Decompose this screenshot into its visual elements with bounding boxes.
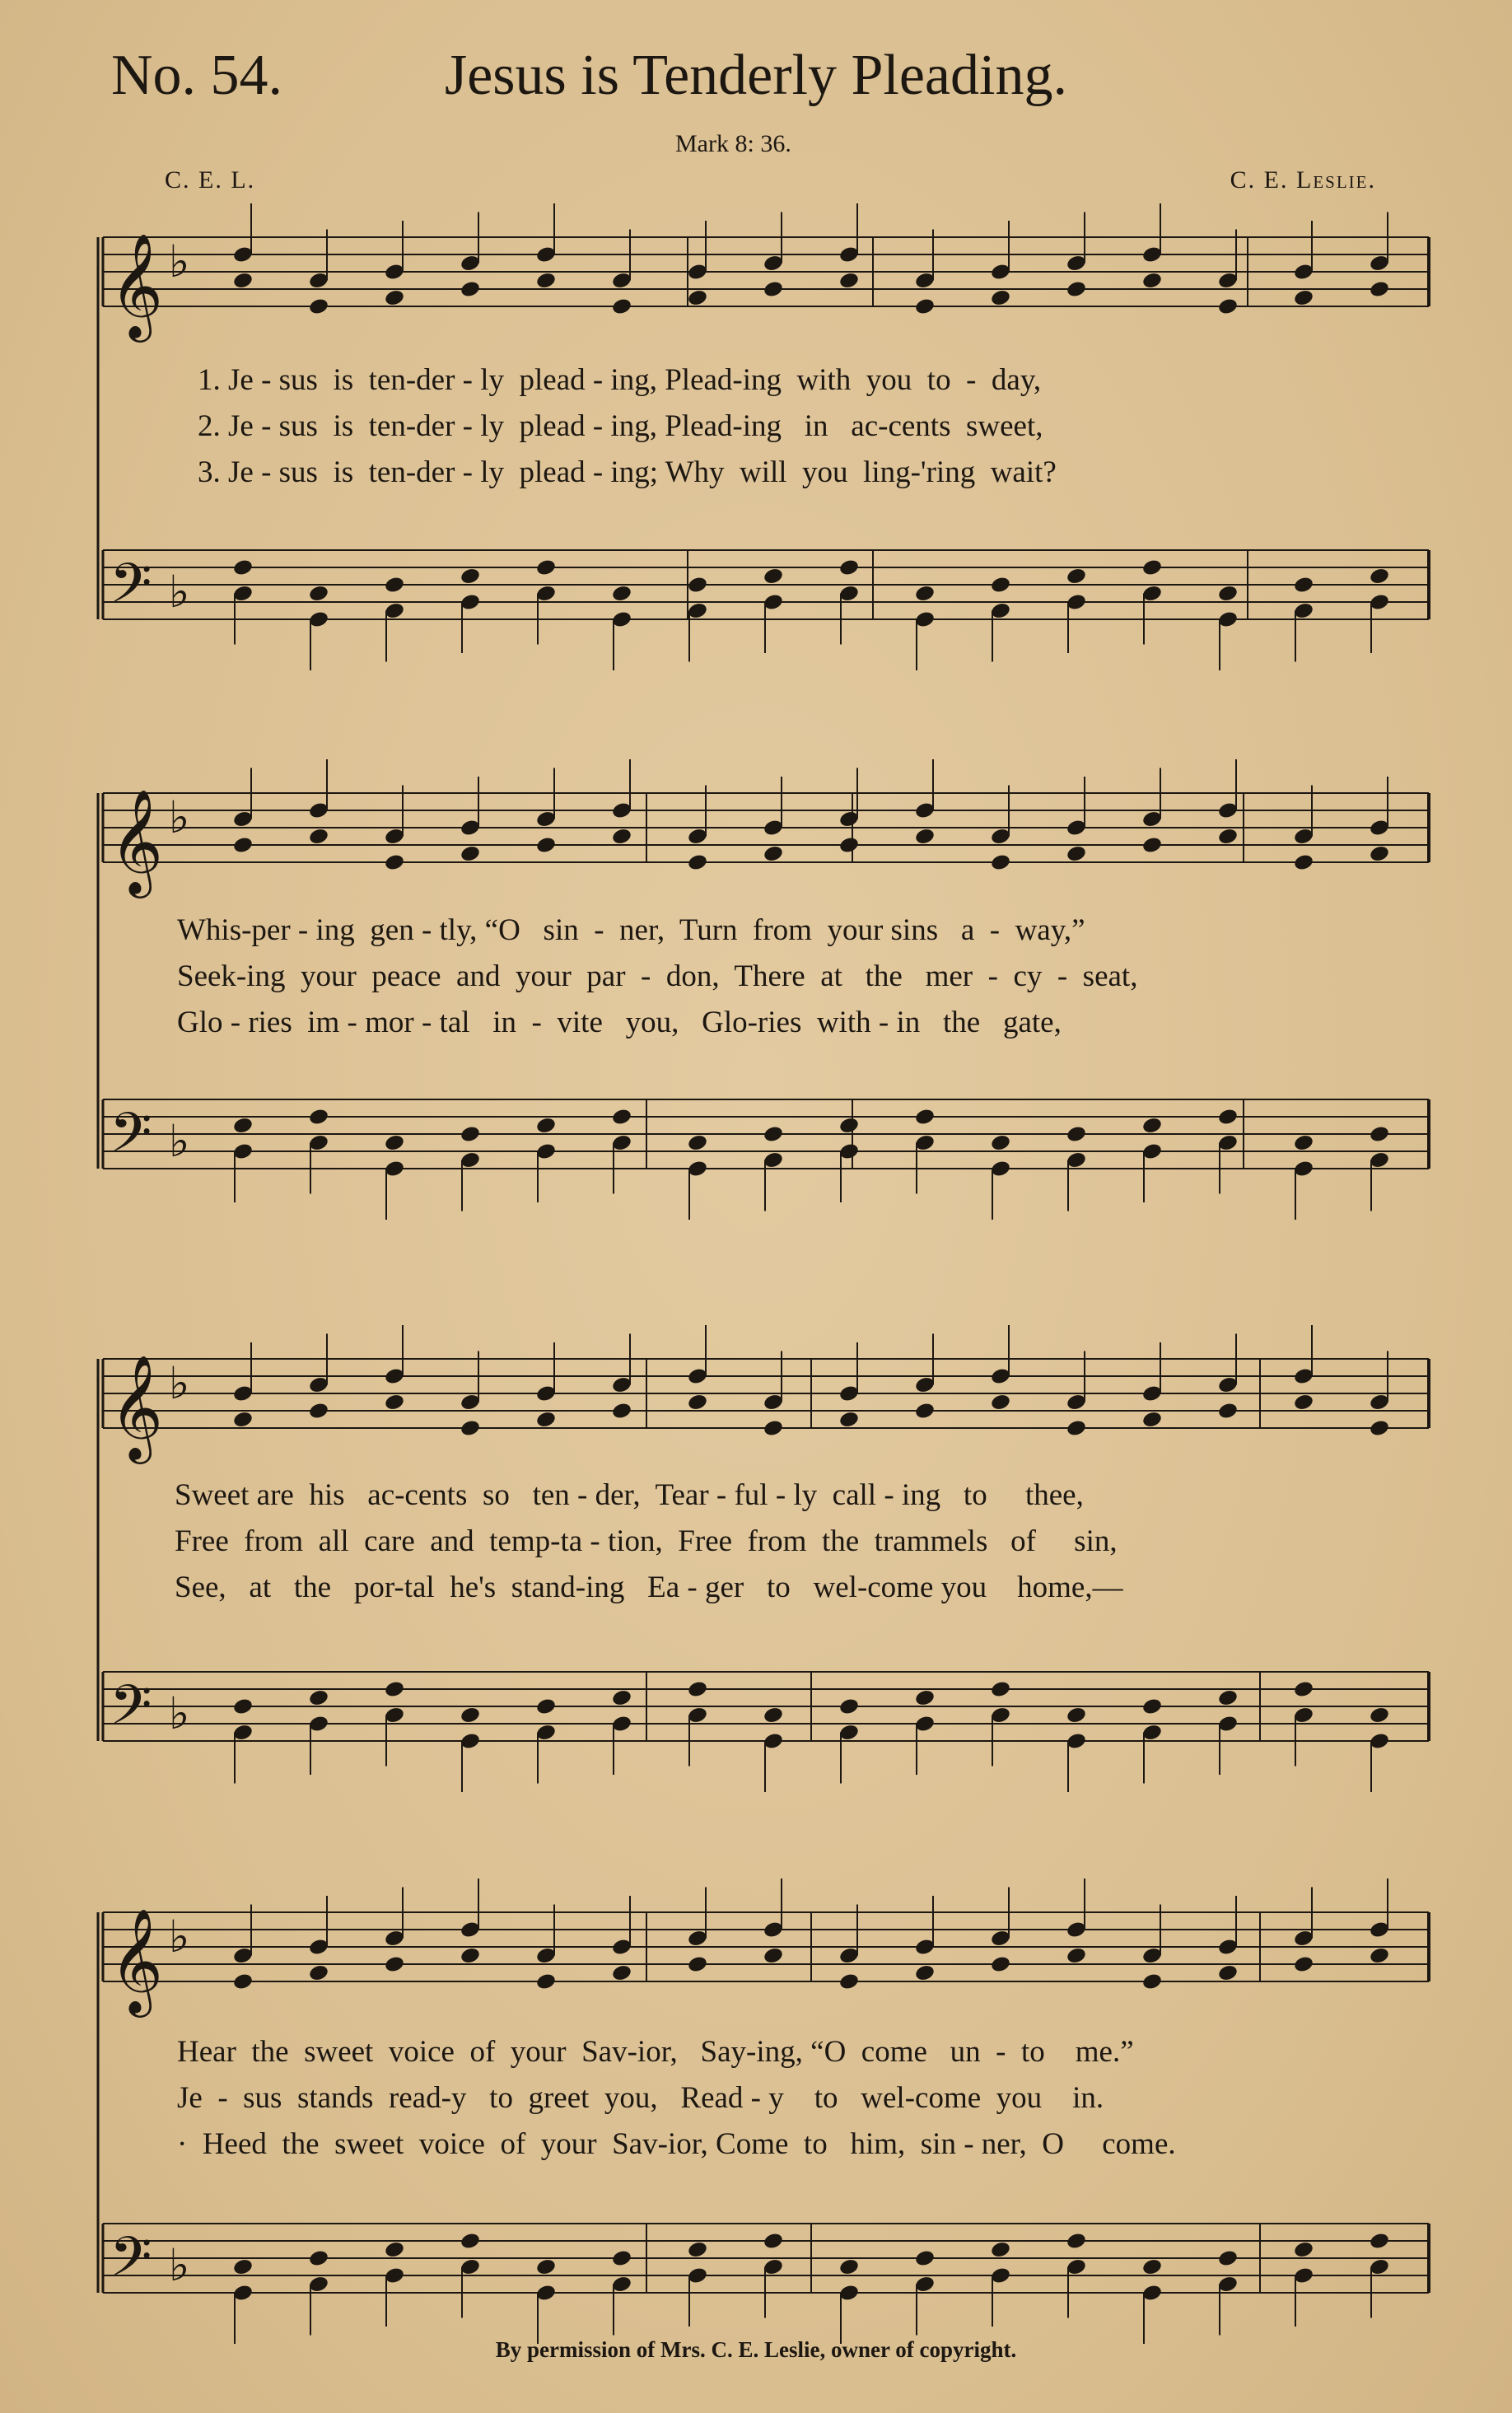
note-head (687, 853, 708, 872)
note-head (1369, 1706, 1390, 1725)
note-head (914, 584, 936, 603)
note-head (763, 844, 784, 863)
note-head (535, 836, 557, 855)
key-flat-icon: ♭ (169, 1357, 190, 1409)
note-head (308, 2249, 329, 2268)
note-head (1217, 1963, 1239, 1982)
note-head (535, 1697, 557, 1716)
note-head (460, 1946, 481, 1965)
bass-clef-icon: 𝄢 (110, 1101, 152, 1178)
lyric-line: Je - sus stands read-y to greet you, Read - y to wel-come you in. (177, 2081, 1104, 2115)
note-head (1217, 297, 1239, 316)
note-head (1293, 1133, 1314, 1152)
note-head (232, 836, 254, 855)
lyric-line: 1. Je - sus is ten-der - ly plead - ing, Plead-ing with you to - day, (198, 363, 1042, 397)
note-head (232, 558, 254, 577)
key-flat-icon: ♭ (169, 1687, 190, 1739)
note-head (460, 1125, 481, 1144)
note-head (763, 280, 784, 299)
note-head (1217, 2249, 1239, 2268)
note-head (1369, 280, 1390, 299)
note-head (535, 558, 557, 577)
note-head (687, 1133, 708, 1152)
note-head (1293, 1393, 1314, 1412)
note-head (1066, 1125, 1087, 1144)
note-head (763, 1125, 784, 1144)
note-head (763, 1946, 784, 1965)
note-head (308, 584, 329, 603)
note-head (763, 1419, 784, 1438)
note-head (1369, 2232, 1390, 2251)
note-head (1141, 2257, 1163, 2276)
lyric-line: Free from all care and temp-ta - tion, Free from the trammels of sin, (175, 1524, 1118, 1558)
lyric-line: Glo - ries im - mor - tal in - vite you, Glo-ries with - in the gate, (177, 1006, 1062, 1039)
note-head (838, 271, 860, 290)
note-head (384, 576, 405, 595)
note-head (838, 2257, 860, 2276)
bass-clef-icon: 𝄢 (110, 2225, 152, 2302)
lyric-line: Whis-per - ing gen - tly, “O sin - ner, Turn from your sins a - way,” (177, 913, 1085, 947)
key-flat-icon: ♭ (169, 236, 190, 287)
note-head (838, 1972, 860, 1991)
note-head (838, 558, 860, 577)
note-head (384, 853, 405, 872)
note-head (611, 584, 632, 603)
lyric-line: Seek-ing your peace and your par - don, There at the mer - cy - seat, (177, 959, 1138, 993)
note-head (460, 567, 481, 586)
note-head (308, 1108, 329, 1127)
note-head (990, 1393, 1011, 1412)
note-head (1369, 1419, 1390, 1438)
note-head (1141, 1697, 1163, 1716)
note-head (232, 1116, 254, 1135)
lyric-line: 3. Je - sus is ten-der - ly plead - ing; Why will you ling-'ring wait? (198, 455, 1057, 489)
note-head (1066, 567, 1087, 586)
hymn-number: No. 54. (111, 44, 283, 107)
note-head (687, 2240, 708, 2259)
note-head (1217, 584, 1239, 603)
treble-clef-icon: 𝄞 (110, 788, 164, 894)
note-head (838, 836, 860, 855)
note-head (1066, 1946, 1087, 1965)
note-head (914, 297, 936, 316)
note-head (838, 1697, 860, 1716)
note-head (535, 271, 557, 290)
note-head (1066, 1419, 1087, 1438)
note-head (1066, 2232, 1087, 2251)
note-head (1066, 1706, 1087, 1725)
note-head (1369, 1946, 1390, 1965)
note-head (384, 2240, 405, 2259)
lyric-line: See, at the por-tal he's stand-ing Ea - ger to wel-come you home,— (175, 1571, 1123, 1604)
note-head (1217, 1402, 1239, 1421)
hymn-title: Jesus is Tenderly Pleading. (445, 44, 1067, 107)
note-head (763, 1706, 784, 1725)
note-head (990, 1133, 1011, 1152)
key-flat-icon: ♭ (169, 2239, 190, 2291)
note-head (990, 576, 1011, 595)
bass-clef-icon: 𝄢 (110, 552, 152, 628)
lyric-line: · Heed the sweet voice of your Sav-ior, Come to him, sin - ner, O come. (177, 2127, 1176, 2161)
note-head (611, 1402, 632, 1421)
note-head (687, 1393, 708, 1412)
note-head (232, 2257, 254, 2276)
note-head (1293, 2240, 1314, 2259)
note-head (914, 1688, 936, 1707)
note-head (1066, 280, 1087, 299)
note-head (914, 2249, 936, 2268)
note-head (611, 1963, 632, 1982)
key-flat-icon: ♭ (169, 1115, 190, 1167)
note-head (232, 1972, 254, 1991)
note-head (308, 1963, 329, 1982)
note-head (1293, 1955, 1314, 1974)
note-head (535, 1410, 557, 1429)
note-head (460, 1419, 481, 1438)
note-head (990, 1680, 1011, 1699)
lyric-line: Sweet are his ac-cents so ten - der, Tear - ful - ly call - ing to thee, (175, 1478, 1084, 1512)
note-head (611, 1108, 632, 1127)
music-credit: C. E. Leslie. (1230, 166, 1376, 194)
note-head (1369, 567, 1390, 586)
note-head (611, 1688, 632, 1707)
note-head (687, 576, 708, 595)
note-head (1141, 271, 1163, 290)
note-head (611, 2249, 632, 2268)
note-head (384, 288, 405, 307)
note-head (460, 844, 481, 863)
key-flat-icon: ♭ (169, 1911, 190, 1963)
copyright-footer: By permission of Mrs. C. E. Leslie, owner of copyright. (495, 2337, 1017, 2362)
note-head (687, 1680, 708, 1699)
note-head (384, 1393, 405, 1412)
note-head (460, 280, 481, 299)
note-head (1293, 853, 1314, 872)
note-head (1369, 844, 1390, 863)
key-flat-icon: ♭ (169, 566, 190, 618)
note-head (914, 1402, 936, 1421)
note-head (1217, 1688, 1239, 1707)
treble-clef-icon: 𝄞 (110, 1354, 164, 1459)
note-head (1293, 576, 1314, 595)
note-head (1141, 1410, 1163, 1429)
note-head (460, 2232, 481, 2251)
note-head (1141, 1972, 1163, 1991)
scripture-reference: Mark 8: 36. (675, 130, 791, 157)
note-head (1141, 1116, 1163, 1135)
note-head (763, 2232, 784, 2251)
note-head (384, 1680, 405, 1699)
note-head (611, 827, 632, 846)
treble-clef-icon: 𝄞 (110, 232, 164, 338)
words-credit: C. E. L. (165, 166, 256, 194)
treble-clef-icon: 𝄞 (110, 1907, 164, 2013)
note-head (460, 1706, 481, 1725)
note-head (1217, 827, 1239, 846)
note-head (990, 853, 1011, 872)
note-head (308, 1402, 329, 1421)
note-head (914, 1108, 936, 1127)
note-head (687, 288, 708, 307)
note-head (1369, 1125, 1390, 1144)
note-head (1066, 844, 1087, 863)
note-head (838, 1410, 860, 1429)
note-head (308, 1688, 329, 1707)
note-head (535, 1972, 557, 1991)
note-head (308, 297, 329, 316)
lyric-line: 2. Je - sus is ten-der - ly plead - ing, Plead-ing in ac-cents sweet, (198, 409, 1043, 443)
note-head (990, 1955, 1011, 1974)
note-head (763, 567, 784, 586)
bass-clef-icon: 𝄢 (110, 1673, 152, 1750)
note-head (308, 827, 329, 846)
note-head (990, 2240, 1011, 2259)
note-head (232, 1410, 254, 1429)
note-head (914, 1963, 936, 1982)
note-head (990, 288, 1011, 307)
note-head (1293, 288, 1314, 307)
note-head (1141, 836, 1163, 855)
note-head (232, 271, 254, 290)
note-head (1217, 1108, 1239, 1127)
key-flat-icon: ♭ (169, 791, 190, 843)
note-head (1293, 1680, 1314, 1699)
note-head (914, 827, 936, 846)
note-head (1141, 558, 1163, 577)
lyric-line: Hear the sweet voice of your Sav-ior, Say-ing, “O come un - to me.” (177, 2035, 1134, 2069)
note-head (535, 1116, 557, 1135)
note-head (611, 297, 632, 316)
note-head (535, 2257, 557, 2276)
note-head (384, 1133, 405, 1152)
note-head (838, 1116, 860, 1135)
note-head (687, 1955, 708, 1974)
note-head (384, 1955, 405, 1974)
note-head (232, 1697, 254, 1716)
